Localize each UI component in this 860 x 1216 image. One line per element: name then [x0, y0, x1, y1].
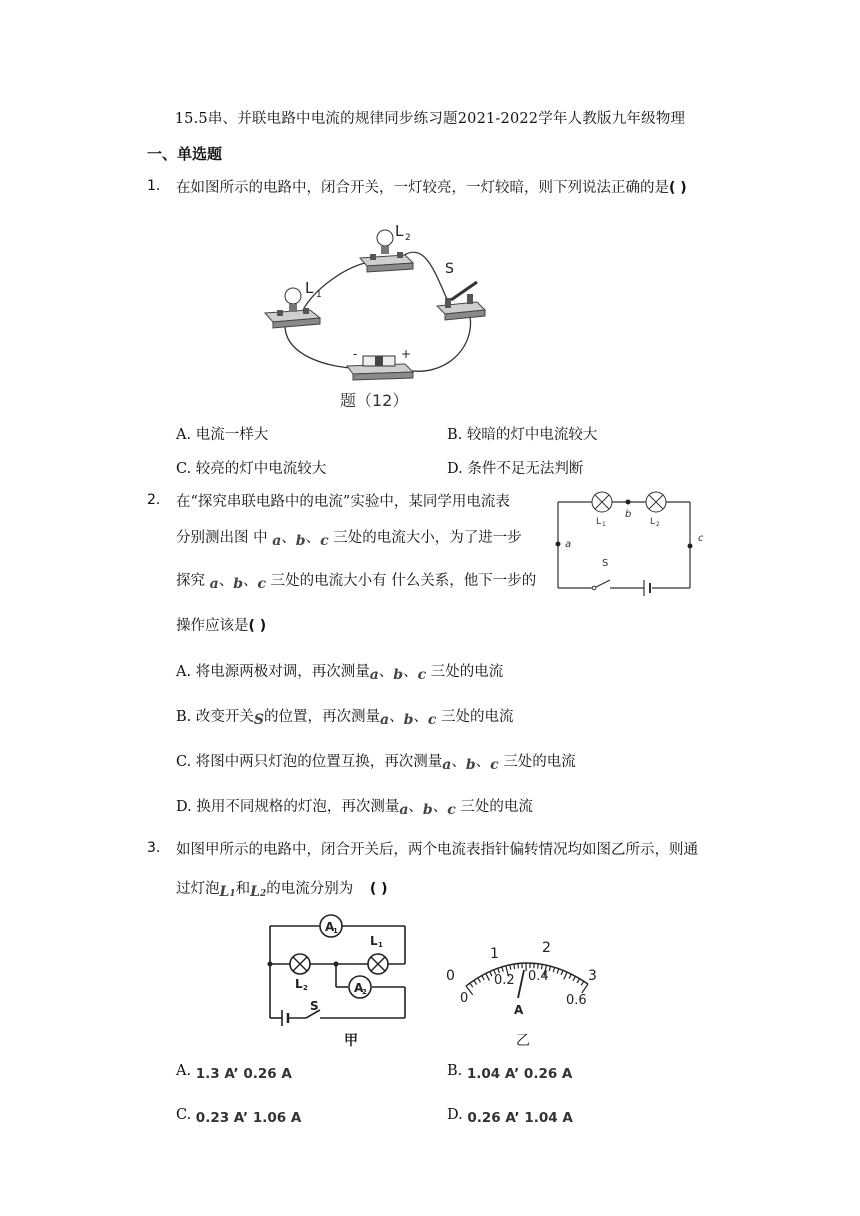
var-a: a [209, 576, 219, 592]
option-label: B. [176, 709, 192, 725]
junction-node [268, 962, 273, 967]
dial-tick [564, 972, 567, 979]
document-title: 15.5串、并联电路中电流的规律同步练习题2021-2022学年人教版九年级物理 [174, 111, 686, 127]
option-d[interactable] [176, 795, 533, 816]
var-b: b [403, 712, 414, 728]
question-1-stem-text: 在如图所示的电路中，闭合开关，一灯较亮，一灯较暗，则下列说法正确的是 [176, 180, 669, 196]
answer-blank: ( ) [369, 881, 388, 897]
sep: 、 [413, 709, 428, 725]
text: 过灯泡 [176, 881, 220, 897]
text: 操作应该是 [176, 618, 249, 634]
sep: 、 [432, 799, 448, 815]
figure-caption-yi: 乙 [516, 1033, 530, 1049]
question-2-circuit-diagram [548, 484, 708, 596]
label-l2: L [295, 977, 303, 991]
dial-tick [478, 978, 481, 982]
label-b: b [625, 509, 632, 520]
lamp-l2-symbol [646, 492, 666, 512]
option-label: B. [447, 1063, 463, 1079]
var-a: a [369, 667, 379, 683]
node-c [688, 544, 693, 549]
option-text: 三处的电流 [441, 709, 514, 725]
question-3-line-1: 如图甲所示的电路中，闭合开关后，两个电流表指针偏转情况均如图乙所示，则通 [176, 842, 698, 858]
text: 和 [235, 881, 251, 897]
var-b: b [233, 576, 243, 592]
label-a: a [565, 539, 572, 550]
answer-blank: ( ) [669, 180, 687, 196]
label-l1-sub: 1 [602, 521, 606, 528]
option-label: D. [447, 1107, 463, 1123]
sep: 、 [305, 530, 321, 546]
dial-tick [573, 976, 575, 980]
scale-top-3: 3 [588, 968, 597, 984]
text: 三处的电流大小，为了进一步 [333, 530, 522, 546]
option-text: 将电源两极对调，再次测量 [195, 664, 370, 680]
var-c: c [320, 533, 329, 549]
dial-tick [490, 972, 492, 977]
question-2-line-1: 在“探究串联电路中的电流”实验中，某同学用电流表 [176, 494, 510, 510]
var-c: c [417, 667, 427, 683]
answer-blank: ( ) [248, 618, 267, 634]
var-c: c [490, 757, 499, 773]
junction-node [334, 962, 339, 967]
node-a [556, 542, 561, 547]
label-s: S [602, 558, 609, 569]
label-c: c [698, 533, 704, 544]
lamp-l1-symbol [592, 492, 612, 512]
var-b: b [465, 757, 476, 773]
dial-tick [582, 984, 588, 993]
wire [405, 316, 471, 371]
dial-tick [474, 980, 477, 984]
option-text: 较亮的灯中电流较大 [195, 461, 327, 477]
question-3-line-2 [176, 877, 388, 899]
dial-tick [577, 979, 580, 983]
option-label: D. [176, 799, 192, 815]
label-a1: A [325, 920, 335, 934]
sep: 、 [242, 573, 258, 589]
sep: 、 [389, 709, 404, 725]
option-d[interactable] [447, 457, 583, 478]
figure-caption-jia: 甲 [344, 1033, 358, 1049]
sep: 、 [403, 664, 418, 680]
sep: 、 [378, 664, 394, 680]
sep: 、 [281, 530, 296, 546]
option-text: 0.23 A’ 1.06 A [195, 1110, 302, 1126]
question-3-ammeter-dial [440, 936, 610, 1054]
sep: 、 [408, 799, 423, 815]
dial-tick [561, 970, 563, 975]
dial-tick [510, 965, 511, 970]
option-text: 1.04 A’ 0.26 A [466, 1066, 573, 1082]
label-l2: L [395, 222, 404, 240]
var-c: c [257, 576, 267, 592]
dial-needle [518, 970, 524, 998]
option-text: 三处的电流 [460, 799, 533, 815]
label-l2: L [650, 517, 656, 527]
option-label: D. [447, 461, 463, 477]
option-c[interactable] [176, 457, 326, 478]
label-l1: L [305, 279, 314, 297]
dial-tick [514, 964, 515, 969]
label-minus: - [353, 347, 358, 361]
option-b[interactable] [447, 1063, 573, 1082]
label-l1-sub: 1 [316, 290, 322, 300]
label-a2: A [354, 981, 364, 995]
label-l2-sub: 2 [405, 233, 411, 243]
scale-bottom-0: 0 [460, 991, 469, 1006]
option-b[interactable] [176, 705, 514, 726]
dial-tick [502, 967, 503, 972]
var-a: a [442, 757, 452, 773]
question-2-line-4 [176, 614, 266, 635]
label-l2-sub: 2 [656, 521, 660, 528]
sep: 、 [218, 573, 234, 589]
subscript: 2 [259, 889, 267, 899]
option-b[interactable] [447, 423, 597, 444]
question-2-line-3 [176, 569, 536, 590]
label-a1-sub: 1 [333, 927, 338, 935]
label-l2-sub: 2 [303, 984, 308, 992]
var-a: a [272, 533, 282, 549]
option-label: C. [176, 1107, 192, 1123]
option-text: 条件不足无法判断 [467, 461, 584, 477]
label-l1: L [596, 517, 602, 527]
question-3-number: 3. [147, 840, 161, 856]
scale-bottom-0-2: 0.2 [494, 973, 515, 988]
var-b: b [393, 667, 404, 683]
scale-bottom-0-6: 0.6 [566, 993, 587, 1008]
var-l: L [219, 884, 230, 900]
scale-bottom-0-4: 0.4 [528, 969, 549, 984]
dial-tick [553, 967, 555, 972]
var-s: S [253, 712, 264, 728]
var-b: b [422, 802, 433, 818]
dial-tick [538, 964, 539, 969]
question-3-circuit-diagram [262, 912, 412, 1052]
node-b [626, 500, 631, 505]
option-label: C. [176, 754, 192, 770]
dial-tick [518, 964, 519, 969]
dial-tick [482, 976, 484, 980]
meter-unit-label: A [514, 1003, 524, 1017]
option-d[interactable] [447, 1107, 573, 1126]
dial-tick [569, 974, 571, 978]
option-text: 换用不同规格的灯泡，再次测量 [196, 799, 400, 815]
option-c[interactable] [176, 750, 576, 771]
question-2-number: 2. [147, 492, 161, 508]
option-text: 较暗的灯中电流较大 [466, 427, 598, 443]
label-plus: + [401, 347, 412, 361]
question-1-circuit-figure [255, 218, 495, 413]
dial-tick [470, 983, 473, 987]
option-a[interactable] [176, 423, 268, 444]
text: 三处的电流大小有 什么关系，他下一步的 [270, 573, 537, 589]
lamp-l1-symbol [368, 954, 388, 974]
var-a: a [399, 802, 409, 818]
scale-top-0: 0 [446, 968, 455, 984]
option-text: 三处的电流 [430, 664, 504, 680]
var-c: c [427, 712, 437, 728]
option-label: C. [176, 461, 192, 477]
var-b: b [295, 533, 306, 549]
option-text: 电流一样大 [195, 427, 269, 443]
option-text: 改变开关 [195, 709, 254, 725]
text: 分别测出图 中 [176, 530, 268, 546]
var-c: c [447, 802, 456, 818]
sep: 、 [451, 754, 466, 770]
dial-ticks [466, 963, 588, 995]
dial-arc [466, 963, 588, 986]
option-a[interactable] [176, 660, 503, 681]
var-a: a [380, 712, 390, 728]
label-l1-sub: 1 [378, 941, 383, 949]
dial-tick [486, 973, 490, 980]
option-a[interactable] [176, 1063, 292, 1082]
dial-tick [581, 981, 584, 985]
dial-tick [557, 969, 559, 974]
label-s: S [310, 999, 319, 1013]
label-a2-sub: 2 [362, 988, 367, 996]
figure-caption: 题（12） [340, 391, 409, 410]
switch-s [437, 282, 485, 320]
option-label: A. [176, 664, 192, 680]
var-l: L [250, 884, 260, 900]
option-text: 0.26 A’ 1.04 A [467, 1110, 573, 1126]
scale-top-1: 1 [490, 946, 499, 962]
lamp-l2-symbol [290, 954, 310, 974]
wire [285, 323, 358, 368]
sep: 、 [475, 754, 491, 770]
subscript: 1 [229, 889, 236, 899]
question-1-stem [176, 176, 687, 197]
option-text: 1.3 A’ 0.26 A [195, 1066, 292, 1082]
option-text: 的位置，再次测量 [264, 709, 380, 725]
text: 的电流分别为 [266, 881, 354, 897]
option-label: A. [176, 1063, 192, 1079]
option-label: A. [176, 427, 192, 443]
option-c[interactable] [176, 1107, 302, 1126]
dial-tick [549, 966, 550, 971]
label-l1: L [370, 934, 378, 948]
scale-top-2: 2 [542, 940, 551, 956]
label-s: S [445, 261, 454, 277]
question-1-number: 1. [147, 178, 161, 194]
option-text: 将图中两只灯泡的位置互换，再次测量 [195, 754, 443, 770]
option-label: B. [447, 427, 463, 443]
section-heading: 一、单选题 [147, 145, 223, 163]
question-2-line-2 [176, 526, 522, 547]
option-text: 三处的电流 [503, 754, 576, 770]
text: 探究 [176, 573, 205, 589]
